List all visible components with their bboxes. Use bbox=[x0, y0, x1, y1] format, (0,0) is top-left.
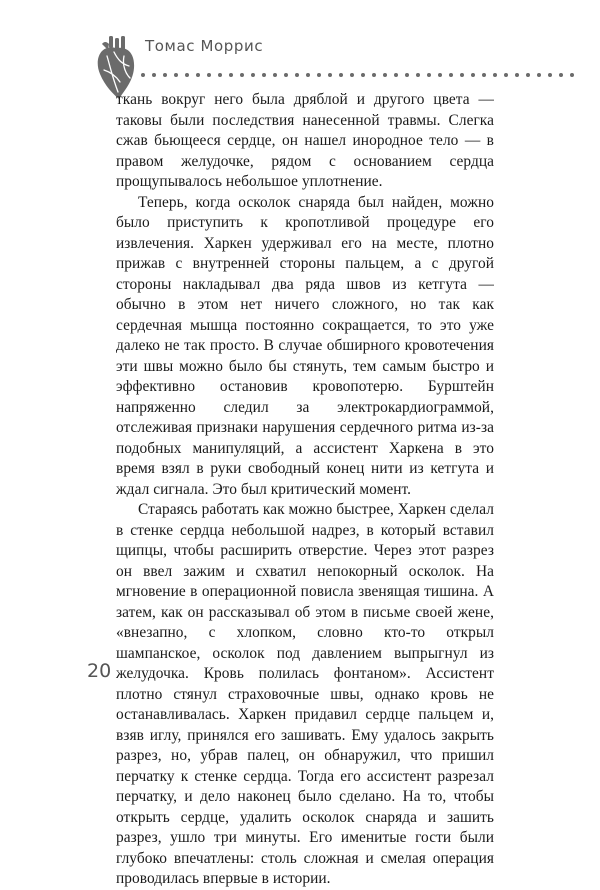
paragraph: Теперь, когда осколок снаряда был найден, можно было приступить к кропотливой процедуре его извлечения. Харкен удерживал его на месте, плотно прижав с внутренней стороны пальцем, а с другой стороны накладывал два ряда швов из кетгута — обычно в этом нет ничего сложного, но так как сердечная мышца постоянно сокращается, то это уже далеко не так просто. В случае обширного кровотечения эти швы можно было бы стянуть, тем самым быстро и эффективно остановив кровопотерю. Бурштейн напряженно следил за электрокардиограммой, отслеживая признаки нарушения сердечного ритма из-за подобных манипуляций, а ассистент Харкена в это время взял в руки свободный конец нити из кетгута и ждал сигнала. Это был критический момент. bbox=[116, 193, 494, 498]
paragraph-continued: ткань вокруг него была дряблой и другого цвета — таковы были последствия нанесенной травмы. Слегка сжав бьющееся сердце, он нашел инородное тело — в правом желудочке, рядом с основанием сердца прощупывалось небольшое уплотнение. bbox=[116, 91, 494, 190]
running-head-title: Томас Моррис bbox=[145, 37, 264, 55]
dotted-rule bbox=[140, 72, 580, 78]
body-text bbox=[116, 90, 494, 890]
page-header bbox=[0, 0, 600, 100]
paragraph: Стараясь работать как можно быстрее, Харкен сделал в стенке сердца небольшой надрез, в который вставил щипцы, чтобы расширить отверстие. Через этот разрез он ввел зажим и схватил непокорный осколок. На мгновение в операционной повисла звенящая тишина. А затем, как он рассказывал об этом в письме своей жене, «внезапно, с хлопком, словно кто-то открыл шампанское, осколок под давлением выпрыгнул из желудочка. Кровь полилась фонтаном». Ассистент плотно стянул страховочные швы, однако кровь не останавливалась. Харкен придавил сердце пальцем и, взяв иглу, принялся его зашивать. Ему удалось закрыть разрез, но, убрав палец, он обнаружил, что пришил перчатку к стенке сердца. Тогда его ассистент разрезал перчатку, и дело наконец было сделано. На то, чтобы открыть сердце, удалить осколок снаряда и зашить разрез, ушло три минуты. Его именитые гости были глубоко впечатлены: столь сложная и смелая операция проводилась впервые в истории. bbox=[116, 501, 494, 887]
page-number: 20 bbox=[87, 660, 112, 682]
